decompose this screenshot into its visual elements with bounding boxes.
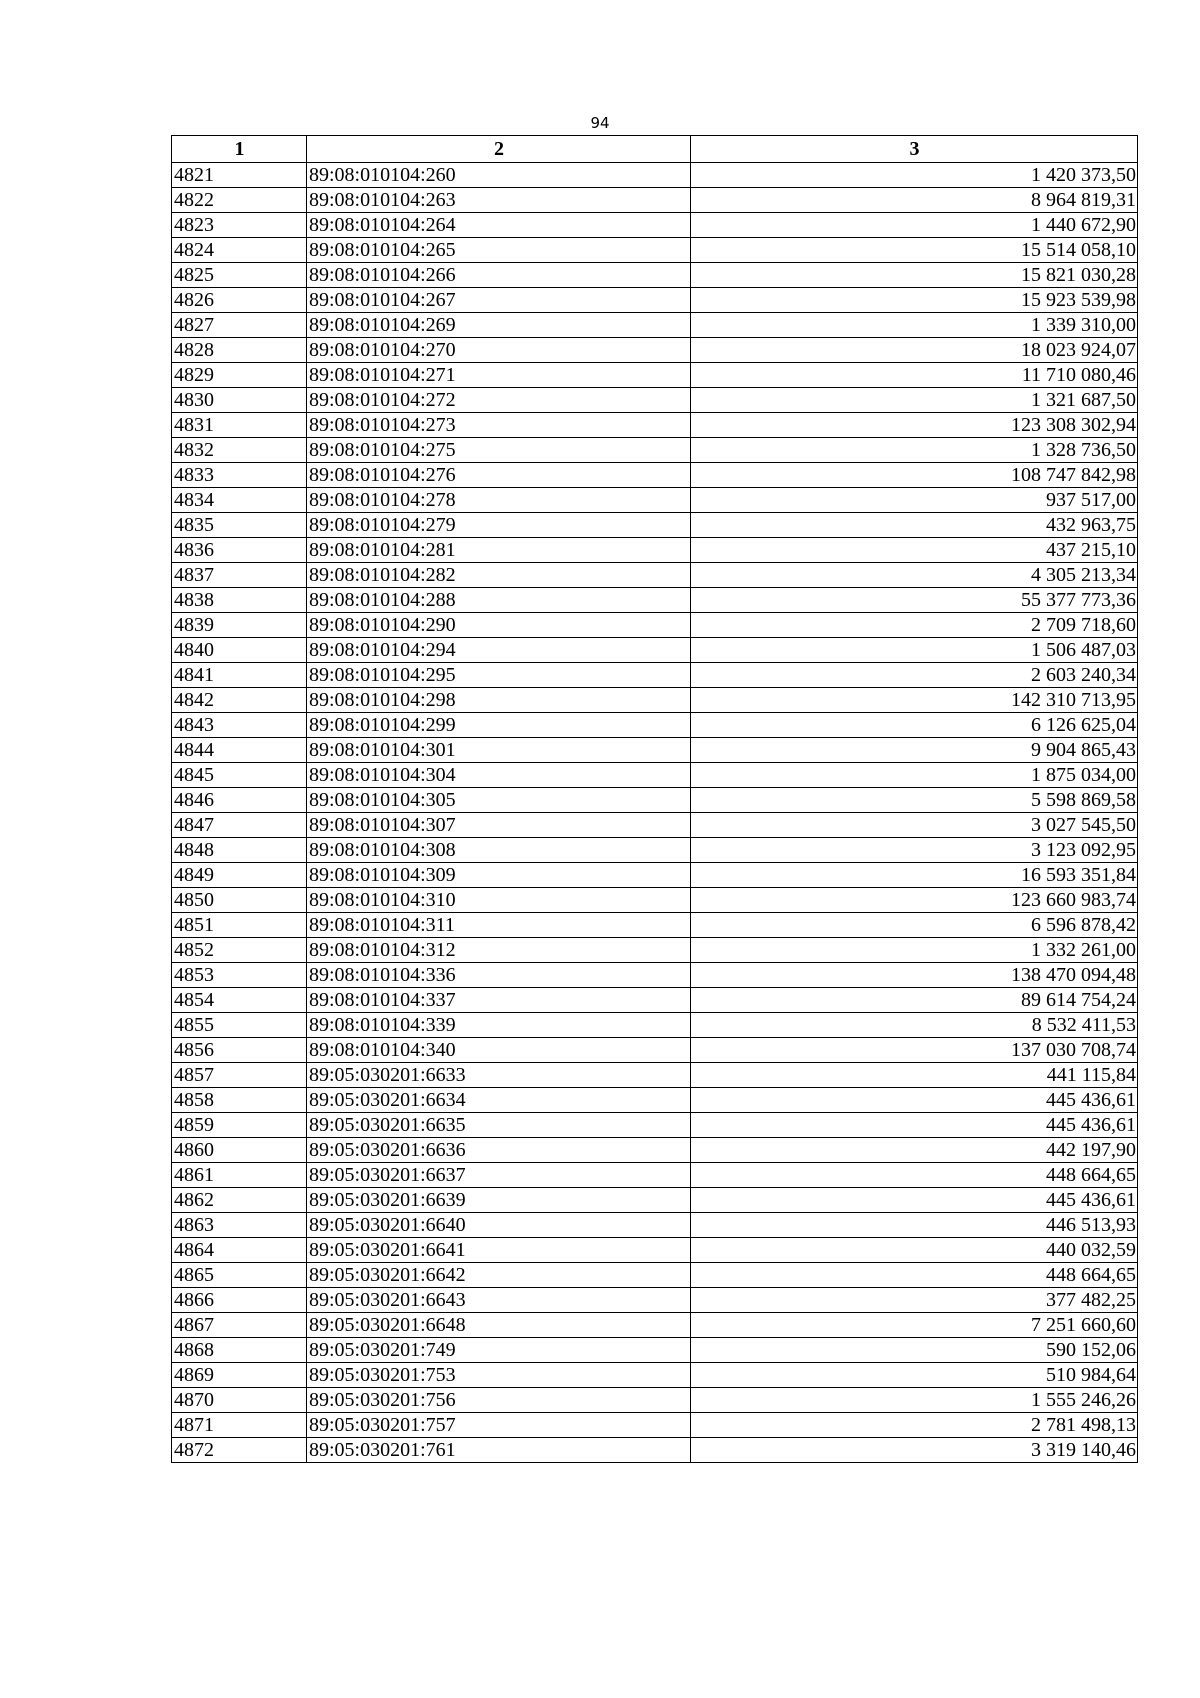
cadastral-number: 89:08:010104:271 xyxy=(307,363,691,388)
table-row xyxy=(172,713,1138,738)
table-row xyxy=(172,1113,1138,1138)
cadastral-number: 89:08:010104:279 xyxy=(307,513,691,538)
row-number: 4838 xyxy=(172,588,307,613)
row-number: 4824 xyxy=(172,238,307,263)
cadastral-number: 89:08:010104:311 xyxy=(307,913,691,938)
row-number: 4858 xyxy=(172,1088,307,1113)
cadastral-value: 15 923 539,98 xyxy=(691,288,1138,313)
cadastral-value: 937 517,00 xyxy=(691,488,1138,513)
cadastral-value: 18 023 924,07 xyxy=(691,338,1138,363)
cadastral-value: 445 436,61 xyxy=(691,1088,1138,1113)
cadastral-number: 89:08:010104:299 xyxy=(307,713,691,738)
table-row xyxy=(172,1013,1138,1038)
table-row xyxy=(172,213,1138,238)
cadastral-value: 4 305 213,34 xyxy=(691,563,1138,588)
row-number: 4862 xyxy=(172,1188,307,1213)
table-row xyxy=(172,563,1138,588)
cadastral-value: 8 964 819,31 xyxy=(691,188,1138,213)
cadastral-number: 89:08:010104:298 xyxy=(307,688,691,713)
row-number: 4829 xyxy=(172,363,307,388)
row-number: 4833 xyxy=(172,463,307,488)
cadastral-value: 445 436,61 xyxy=(691,1113,1138,1138)
cadastral-number: 89:05:030201:6639 xyxy=(307,1188,691,1213)
row-number: 4853 xyxy=(172,963,307,988)
table-row xyxy=(172,988,1138,1013)
cadastral-number: 89:05:030201:6643 xyxy=(307,1288,691,1313)
table-row xyxy=(172,1438,1138,1463)
cadastral-value: 510 984,64 xyxy=(691,1363,1138,1388)
cadastral-number: 89:05:030201:6633 xyxy=(307,1063,691,1088)
cadastral-number: 89:08:010104:295 xyxy=(307,663,691,688)
cadastral-value: 11 710 080,46 xyxy=(691,363,1138,388)
cadastral-number: 89:05:030201:6648 xyxy=(307,1313,691,1338)
table-row xyxy=(172,588,1138,613)
cadastral-number: 89:05:030201:761 xyxy=(307,1438,691,1463)
cadastral-value: 441 115,84 xyxy=(691,1063,1138,1088)
cadastral-value: 5 598 869,58 xyxy=(691,788,1138,813)
column-header-3: 3 xyxy=(691,136,1138,163)
cadastral-value: 2 709 718,60 xyxy=(691,613,1138,638)
table-row xyxy=(172,688,1138,713)
cadastral-number: 89:08:010104:290 xyxy=(307,613,691,638)
row-number: 4831 xyxy=(172,413,307,438)
row-number: 4843 xyxy=(172,713,307,738)
cadastral-number: 89:05:030201:749 xyxy=(307,1338,691,1363)
cadastral-number: 89:05:030201:6634 xyxy=(307,1088,691,1113)
table-row xyxy=(172,863,1138,888)
row-number: 4828 xyxy=(172,338,307,363)
cadastral-value: 15 821 030,28 xyxy=(691,263,1138,288)
cadastral-value: 9 904 865,43 xyxy=(691,738,1138,763)
cadastral-number: 89:05:030201:756 xyxy=(307,1388,691,1413)
cadastral-number: 89:08:010104:260 xyxy=(307,163,691,188)
row-number: 4866 xyxy=(172,1288,307,1313)
table-row xyxy=(172,188,1138,213)
row-number: 4842 xyxy=(172,688,307,713)
cadastral-number: 89:08:010104:307 xyxy=(307,813,691,838)
cadastral-value: 123 308 302,94 xyxy=(691,413,1138,438)
cadastral-value: 142 310 713,95 xyxy=(691,688,1138,713)
cadastral-value: 377 482,25 xyxy=(691,1288,1138,1313)
table-row xyxy=(172,1038,1138,1063)
row-number: 4839 xyxy=(172,613,307,638)
cadastral-value: 108 747 842,98 xyxy=(691,463,1138,488)
row-number: 4861 xyxy=(172,1163,307,1188)
table-row xyxy=(172,413,1138,438)
table-row xyxy=(172,1088,1138,1113)
row-number: 4856 xyxy=(172,1038,307,1063)
cadastral-value: 138 470 094,48 xyxy=(691,963,1138,988)
table-row xyxy=(172,763,1138,788)
table-row xyxy=(172,1063,1138,1088)
row-number: 4822 xyxy=(172,188,307,213)
cadastral-value: 448 664,65 xyxy=(691,1263,1138,1288)
row-number: 4865 xyxy=(172,1263,307,1288)
cadastral-number: 89:05:030201:6642 xyxy=(307,1263,691,1288)
cadastral-value: 448 664,65 xyxy=(691,1163,1138,1188)
cadastral-value: 446 513,93 xyxy=(691,1213,1138,1238)
table-row xyxy=(172,813,1138,838)
cadastral-number: 89:08:010104:339 xyxy=(307,1013,691,1038)
cadastral-value: 1 440 672,90 xyxy=(691,213,1138,238)
cadastral-number: 89:08:010104:336 xyxy=(307,963,691,988)
table-row xyxy=(172,513,1138,538)
table-row xyxy=(172,538,1138,563)
row-number: 4827 xyxy=(172,313,307,338)
cadastral-number: 89:05:030201:753 xyxy=(307,1363,691,1388)
cadastral-number: 89:08:010104:269 xyxy=(307,313,691,338)
row-number: 4844 xyxy=(172,738,307,763)
cadastral-value: 2 781 498,13 xyxy=(691,1413,1138,1438)
cadastral-number: 89:05:030201:757 xyxy=(307,1413,691,1438)
row-number: 4860 xyxy=(172,1138,307,1163)
cadastral-number: 89:08:010104:265 xyxy=(307,238,691,263)
cadastral-value: 8 532 411,53 xyxy=(691,1013,1138,1038)
cadastral-number: 89:05:030201:6641 xyxy=(307,1238,691,1263)
table-header-row xyxy=(172,136,1138,163)
row-number: 4836 xyxy=(172,538,307,563)
table-row xyxy=(172,363,1138,388)
table-row xyxy=(172,663,1138,688)
row-number: 4830 xyxy=(172,388,307,413)
table-row xyxy=(172,738,1138,763)
cadastral-value: 89 614 754,24 xyxy=(691,988,1138,1013)
cadastral-value-table xyxy=(171,135,1138,1463)
row-number: 4832 xyxy=(172,438,307,463)
table-row xyxy=(172,1363,1138,1388)
cadastral-number: 89:08:010104:275 xyxy=(307,438,691,463)
cadastral-value: 1 332 261,00 xyxy=(691,938,1138,963)
cadastral-number: 89:08:010104:304 xyxy=(307,763,691,788)
cadastral-value: 137 030 708,74 xyxy=(691,1038,1138,1063)
table-row xyxy=(172,1138,1138,1163)
table-row xyxy=(172,1413,1138,1438)
cadastral-number: 89:05:030201:6640 xyxy=(307,1213,691,1238)
cadastral-value: 437 215,10 xyxy=(691,538,1138,563)
cadastral-number: 89:08:010104:276 xyxy=(307,463,691,488)
row-number: 4857 xyxy=(172,1063,307,1088)
table-row xyxy=(172,1388,1138,1413)
cadastral-value: 432 963,75 xyxy=(691,513,1138,538)
cadastral-value: 1 875 034,00 xyxy=(691,763,1138,788)
cadastral-value: 1 339 310,00 xyxy=(691,313,1138,338)
cadastral-value: 6 126 625,04 xyxy=(691,713,1138,738)
cadastral-value: 123 660 983,74 xyxy=(691,888,1138,913)
table-row xyxy=(172,488,1138,513)
column-header-2: 2 xyxy=(307,136,691,163)
row-number: 4867 xyxy=(172,1313,307,1338)
row-number: 4837 xyxy=(172,563,307,588)
table-row xyxy=(172,1238,1138,1263)
cadastral-number: 89:08:010104:288 xyxy=(307,588,691,613)
cadastral-value: 1 328 736,50 xyxy=(691,438,1138,463)
cadastral-value: 3 319 140,46 xyxy=(691,1438,1138,1463)
row-number: 4869 xyxy=(172,1363,307,1388)
table-row xyxy=(172,1188,1138,1213)
row-number: 4848 xyxy=(172,838,307,863)
table-row xyxy=(172,288,1138,313)
cadastral-value: 55 377 773,36 xyxy=(691,588,1138,613)
cadastral-number: 89:08:010104:272 xyxy=(307,388,691,413)
cadastral-number: 89:08:010104:337 xyxy=(307,988,691,1013)
row-number: 4849 xyxy=(172,863,307,888)
cadastral-number: 89:08:010104:309 xyxy=(307,863,691,888)
table-row xyxy=(172,1213,1138,1238)
table-row xyxy=(172,838,1138,863)
table-row xyxy=(172,913,1138,938)
cadastral-value: 3 123 092,95 xyxy=(691,838,1138,863)
row-number: 4871 xyxy=(172,1413,307,1438)
row-number: 4835 xyxy=(172,513,307,538)
row-number: 4845 xyxy=(172,763,307,788)
cadastral-number: 89:05:030201:6637 xyxy=(307,1163,691,1188)
cadastral-number: 89:08:010104:294 xyxy=(307,638,691,663)
cadastral-number: 89:08:010104:301 xyxy=(307,738,691,763)
table-row xyxy=(172,788,1138,813)
row-number: 4847 xyxy=(172,813,307,838)
cadastral-number: 89:05:030201:6635 xyxy=(307,1113,691,1138)
cadastral-number: 89:08:010104:305 xyxy=(307,788,691,813)
row-number: 4823 xyxy=(172,213,307,238)
row-number: 4863 xyxy=(172,1213,307,1238)
table-row xyxy=(172,238,1138,263)
cadastral-value: 1 506 487,03 xyxy=(691,638,1138,663)
cadastral-number: 89:08:010104:270 xyxy=(307,338,691,363)
table-row xyxy=(172,888,1138,913)
cadastral-value: 1 321 687,50 xyxy=(691,388,1138,413)
row-number: 4864 xyxy=(172,1238,307,1263)
page-number: 94 xyxy=(590,114,610,132)
table-row xyxy=(172,638,1138,663)
table-row xyxy=(172,938,1138,963)
cadastral-value: 6 596 878,42 xyxy=(691,913,1138,938)
cadastral-value: 15 514 058,10 xyxy=(691,238,1138,263)
cadastral-number: 89:08:010104:267 xyxy=(307,288,691,313)
cadastral-value: 3 027 545,50 xyxy=(691,813,1138,838)
row-number: 4870 xyxy=(172,1388,307,1413)
row-number: 4854 xyxy=(172,988,307,1013)
table-body xyxy=(172,163,1138,1463)
cadastral-value: 16 593 351,84 xyxy=(691,863,1138,888)
cadastral-value: 1 555 246,26 xyxy=(691,1388,1138,1413)
cadastral-number: 89:08:010104:310 xyxy=(307,888,691,913)
table-row xyxy=(172,263,1138,288)
cadastral-number: 89:08:010104:281 xyxy=(307,538,691,563)
table-row xyxy=(172,1263,1138,1288)
cadastral-number: 89:05:030201:6636 xyxy=(307,1138,691,1163)
row-number: 4825 xyxy=(172,263,307,288)
cadastral-number: 89:08:010104:308 xyxy=(307,838,691,863)
cadastral-value: 590 152,06 xyxy=(691,1338,1138,1363)
table-row xyxy=(172,313,1138,338)
row-number: 4868 xyxy=(172,1338,307,1363)
row-number: 4850 xyxy=(172,888,307,913)
table-row xyxy=(172,1338,1138,1363)
row-number: 4821 xyxy=(172,163,307,188)
cadastral-number: 89:08:010104:282 xyxy=(307,563,691,588)
table-row xyxy=(172,338,1138,363)
row-number: 4859 xyxy=(172,1113,307,1138)
cadastral-value: 7 251 660,60 xyxy=(691,1313,1138,1338)
cadastral-value: 442 197,90 xyxy=(691,1138,1138,1163)
cadastral-value: 440 032,59 xyxy=(691,1238,1138,1263)
table-row xyxy=(172,1163,1138,1188)
row-number: 4855 xyxy=(172,1013,307,1038)
cadastral-value: 2 603 240,34 xyxy=(691,663,1138,688)
row-number: 4846 xyxy=(172,788,307,813)
cadastral-number: 89:08:010104:263 xyxy=(307,188,691,213)
row-number: 4826 xyxy=(172,288,307,313)
cadastral-number: 89:08:010104:266 xyxy=(307,263,691,288)
cadastral-value: 1 420 373,50 xyxy=(691,163,1138,188)
table-row xyxy=(172,463,1138,488)
table-row xyxy=(172,388,1138,413)
row-number: 4872 xyxy=(172,1438,307,1463)
cadastral-number: 89:08:010104:273 xyxy=(307,413,691,438)
table-row xyxy=(172,1313,1138,1338)
row-number: 4841 xyxy=(172,663,307,688)
row-number: 4851 xyxy=(172,913,307,938)
table-row xyxy=(172,438,1138,463)
row-number: 4840 xyxy=(172,638,307,663)
row-number: 4852 xyxy=(172,938,307,963)
cadastral-number: 89:08:010104:340 xyxy=(307,1038,691,1063)
table-row xyxy=(172,963,1138,988)
cadastral-number: 89:08:010104:264 xyxy=(307,213,691,238)
row-number: 4834 xyxy=(172,488,307,513)
table-row xyxy=(172,613,1138,638)
cadastral-number: 89:08:010104:312 xyxy=(307,938,691,963)
table-row xyxy=(172,163,1138,188)
cadastral-number: 89:08:010104:278 xyxy=(307,488,691,513)
cadastral-value: 445 436,61 xyxy=(691,1188,1138,1213)
column-header-1: 1 xyxy=(172,136,307,163)
table-row xyxy=(172,1288,1138,1313)
